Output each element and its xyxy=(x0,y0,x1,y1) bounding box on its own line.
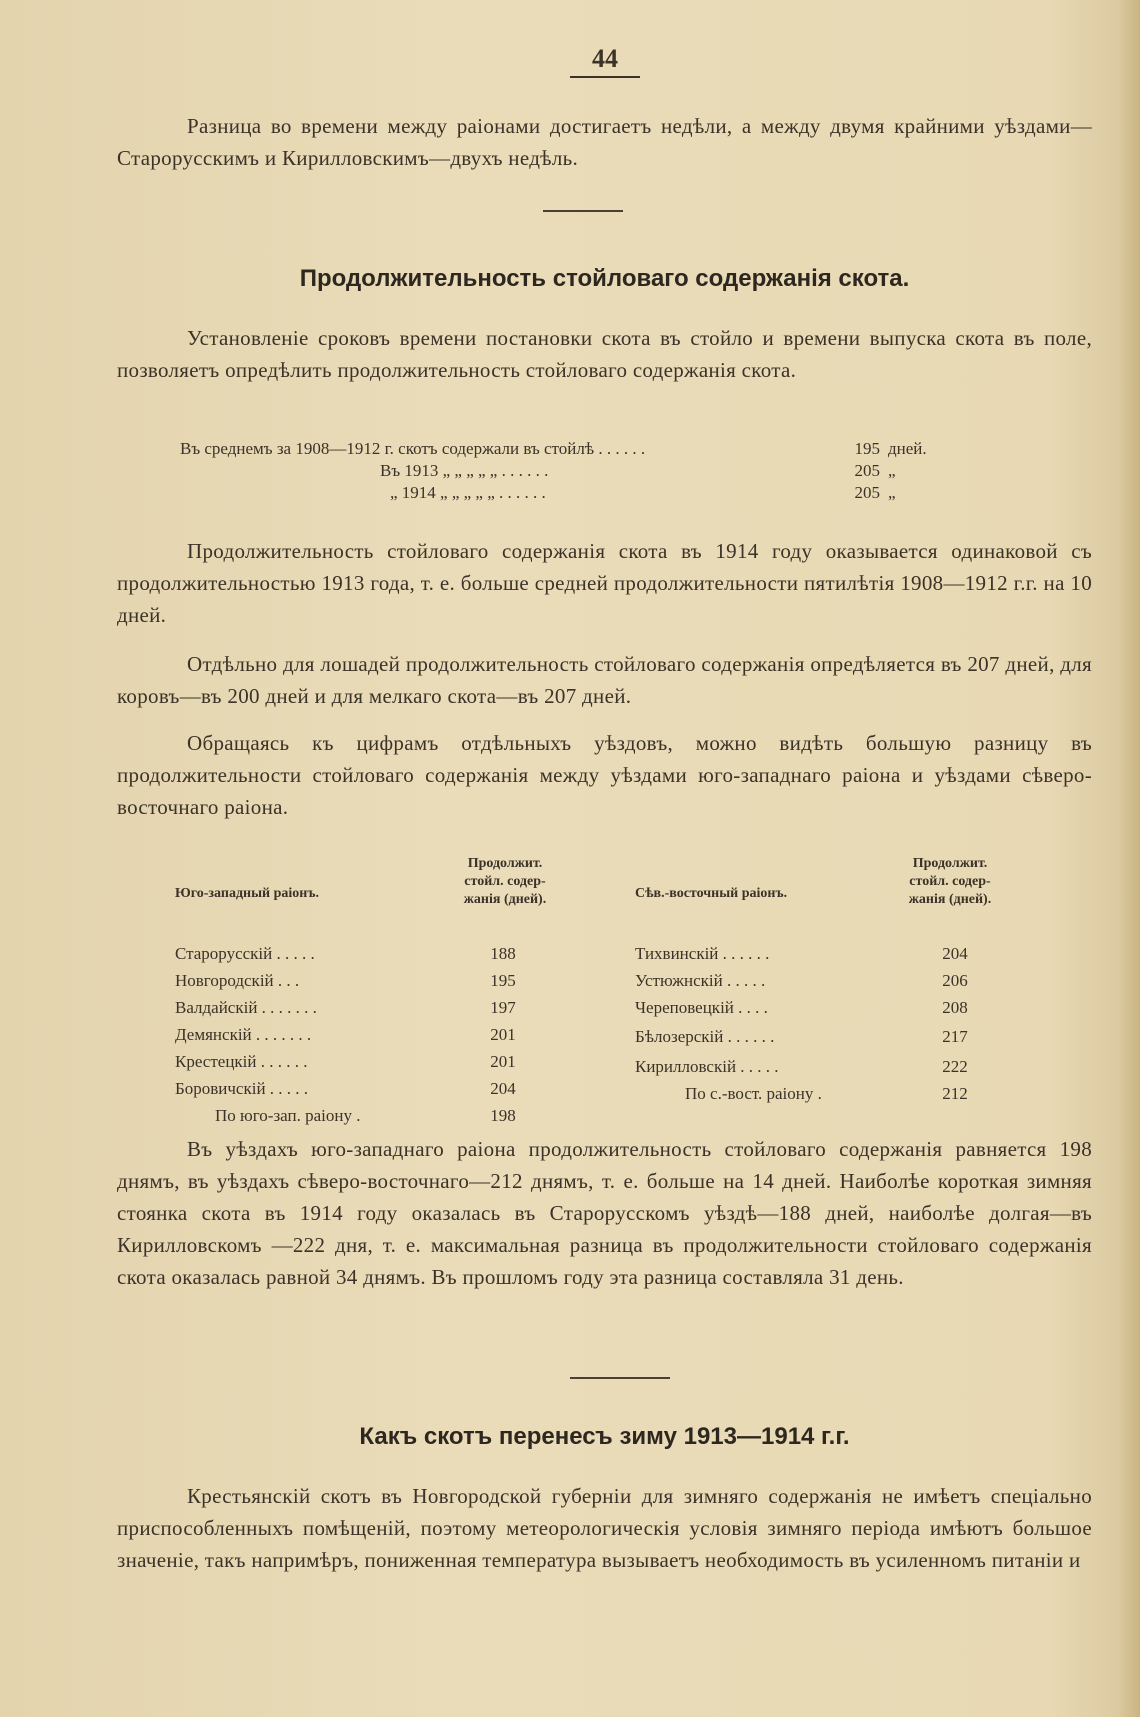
district-days: 217 xyxy=(942,1027,968,1046)
district-name: Бѣлозерскій . . . . . . xyxy=(635,1027,775,1046)
intro-paragraph: Разница во времени между раіонами достигаетъ недѣли, а между двумя крайними уѣздами—Старорусскимъ и Кирилловскимъ—двухъ недѣль. xyxy=(117,114,1092,170)
district-name: Старорусскій . . . . . xyxy=(175,944,315,963)
district-days: 201 xyxy=(490,1025,516,1044)
section-divider xyxy=(570,1377,670,1379)
stat-unit: „ xyxy=(888,461,896,480)
duration-header-line: Продолжит. xyxy=(912,856,988,871)
district-days: 197 xyxy=(490,998,516,1017)
district-name: Устюжнскій . . . . . xyxy=(635,971,766,990)
district-name: Тихвинскій . . . . . . xyxy=(635,944,770,963)
table-row xyxy=(175,1048,605,1075)
district-name: Крестецкій . . . . . . xyxy=(175,1052,308,1071)
duration-header xyxy=(875,855,1025,909)
district-name: Новгородскій . . . xyxy=(175,971,300,990)
duration-header-line: жанія (дней). xyxy=(463,892,547,907)
district-days: 208 xyxy=(942,998,968,1017)
page-edge-shadow xyxy=(1118,0,1140,1717)
region-header: Юго-западный раіонъ. xyxy=(175,886,319,901)
district-days: 201 xyxy=(490,1052,516,1071)
paragraph-1914-comparison: Продолжительность стойловаго содержанія скота въ 1914 году оказывается одинаковой съ продолжительностью 1913 года, т. е. больше средней продолжительности пятилѣтія 1908—1912 г.г. на 10 дней. xyxy=(117,539,1092,627)
district-name: Череповецкій . . . . xyxy=(635,998,768,1017)
stat-label: Въ среднемъ за 1908—1912 г. скотъ содержали въ стойлѣ . . . . . . xyxy=(180,439,646,458)
southwest-region-column xyxy=(175,855,605,1129)
region-total-days: 212 xyxy=(942,1084,968,1103)
stat-unit: дней. xyxy=(888,439,927,458)
section-divider xyxy=(543,210,623,212)
table-header xyxy=(175,855,605,940)
district-days: 195 xyxy=(490,971,516,990)
table-row xyxy=(175,994,605,1021)
stat-value: 205 xyxy=(854,461,880,480)
district-name: Кирилловскій . . . . . xyxy=(635,1057,779,1076)
district-days: 204 xyxy=(490,1079,516,1098)
paragraph-winter-conditions: Крестьянскій скотъ въ Новгородской губерніи для зимняго содержанія не имѣетъ спеціально приспособленныхъ помѣщеній, поэтому метеорологическія условія зимняго періода имѣютъ большое значеніе, такъ напримѣръ, пониженная температура вызываетъ необходимость въ усиленномъ питаніи и xyxy=(117,1484,1092,1572)
duration-header-line: жанія (дней). xyxy=(908,892,992,907)
stat-row xyxy=(180,460,1040,482)
table-row xyxy=(175,967,605,994)
region-header: Сѣв.-восточный раіонъ. xyxy=(635,886,788,901)
region-total-label: По с.-вост. раіону . xyxy=(685,1084,822,1103)
district-days: 206 xyxy=(942,971,968,990)
paragraph-districts-intro: Обращаясь къ цифрамъ отдѣльныхъ уѣздовъ, можно видѣть большую разницу въ продолжительности стойловаго содержанія между уѣздами юго-западнаго раіона и уѣздами сѣверо-восточнаго раіона. xyxy=(117,731,1092,819)
stat-row xyxy=(180,438,1040,460)
table-total-row xyxy=(175,1102,605,1129)
table-row xyxy=(635,940,1045,967)
table-total-row xyxy=(635,1080,1045,1107)
district-name: Демянскій . . . . . . . xyxy=(175,1025,312,1044)
stat-unit: „ xyxy=(888,483,896,502)
region-total-days: 198 xyxy=(490,1106,516,1125)
stat-row xyxy=(180,482,1040,504)
table-header xyxy=(635,855,1045,940)
average-stall-stats xyxy=(180,438,1040,504)
page-number: 44 xyxy=(570,44,640,78)
district-days: 222 xyxy=(942,1057,968,1076)
region-total-label: По юго-зап. раіону . xyxy=(215,1106,361,1125)
table-row xyxy=(635,1021,1045,1053)
paragraph-by-livestock: Отдѣльно для лошадей продолжительность стойловаго содержанія опредѣляется въ 207 дней, для коровъ—въ 200 дней и для мелкаго скота—въ 207 дней. xyxy=(117,652,1092,708)
stat-value: 195 xyxy=(854,439,880,458)
table-row xyxy=(175,1021,605,1048)
table-row xyxy=(175,1075,605,1102)
district-days: 204 xyxy=(942,944,968,963)
section-title-winter: Какъ скотъ перенесъ зиму 1913—1914 г.г. xyxy=(359,1423,850,1450)
duration-header-line: стойл. содер- xyxy=(464,874,546,889)
stat-value: 205 xyxy=(854,483,880,502)
duration-header xyxy=(430,855,580,909)
section-title-stall-duration: Продолжительность стойловаго содержанія скота. xyxy=(299,265,910,292)
district-name: Боровичскій . . . . . xyxy=(175,1079,309,1098)
district-days: 188 xyxy=(490,944,516,963)
duration-header-line: Продолжит. xyxy=(467,856,543,871)
table-row xyxy=(175,940,605,967)
paragraph-district-results: Въ уѣздахъ юго-западнаго раіона продолжительность стойловаго содержанія равняется 198 днямъ, въ уѣздахъ сѣверо-восточнаго—212 днямъ, т. е. больше на 14 дней. Наиболѣе короткая зимняя стоянка скота въ 1914 году оказалась въ Старорусскомъ уѣздѣ—188 дней, наиболѣе долгая—въ Кирилловскомъ —222 дня, т. е. максимальная разница въ продолжительности стойловаго содержанія скота оказалась равной 34 днямъ. Въ прошломъ году эта разница составляла 31 день. xyxy=(117,1137,1092,1289)
table-row xyxy=(635,1053,1045,1080)
stat-label: „ 1914 „ „ „ „ „ . . . . . . xyxy=(390,483,546,502)
table-row xyxy=(635,994,1045,1021)
table-row xyxy=(635,967,1045,994)
district-name: Валдайскій . . . . . . . xyxy=(175,998,317,1017)
stat-label: Въ 1913 „ „ „ „ „ . . . . . . xyxy=(380,461,549,480)
duration-header-line: стойл. содер- xyxy=(909,874,991,889)
paragraph-stall-terms: Установленіе сроковъ времени постановки скота въ стойло и времени выпуска скота въ поле, позволяетъ опредѣлить продолжительность стойловаго содержанія скота. xyxy=(117,326,1092,382)
northeast-region-column xyxy=(635,855,1045,1107)
